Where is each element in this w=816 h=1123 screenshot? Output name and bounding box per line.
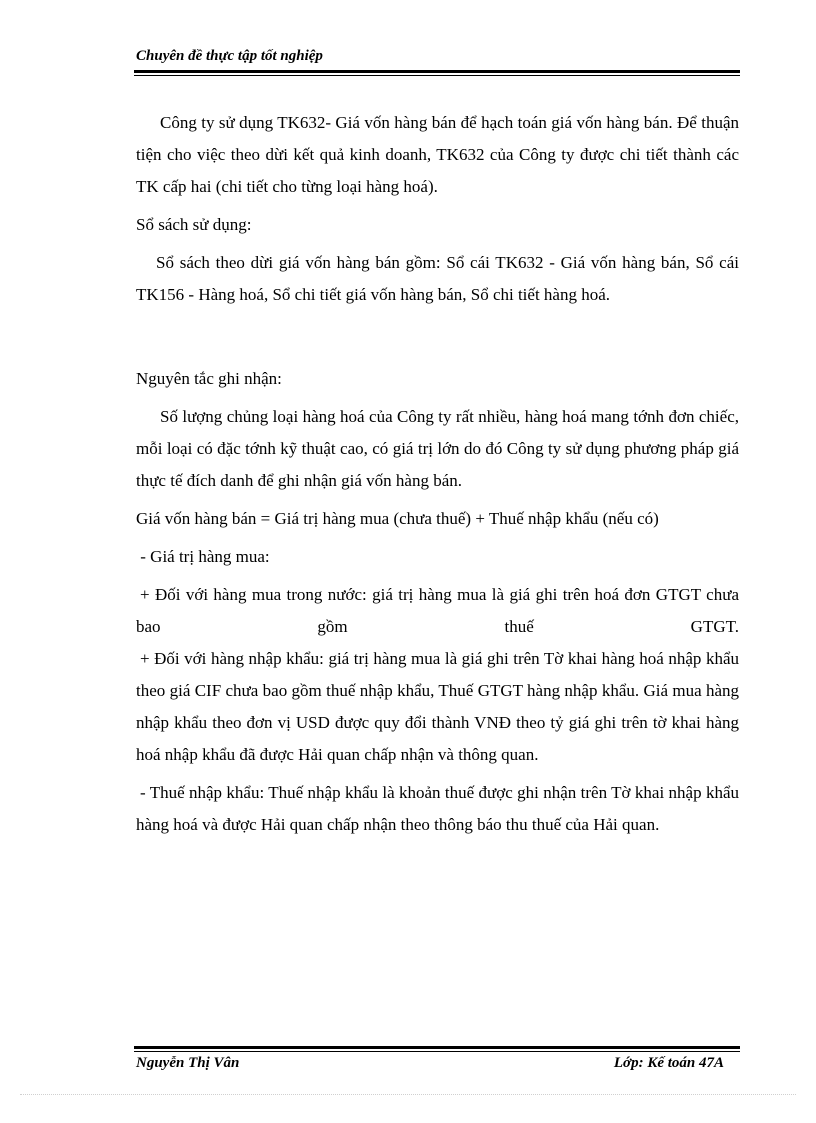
bullet-domestic-goods: + Đối với hàng mua trong nước: giá trị hàng mua là giá ghi trên hoá đơn GTGT chưa bao gồm thuế GTGT. xyxy=(136,585,739,636)
bullet-import-tax: - Thuế nhập khẩu: Thuế nhập khẩu là khoản thuế được ghi nhận trên Tờ khai nhập khẩu hàng hoá và được Hải quan chấp nhận theo thông báo thu thuế của Hải quan. xyxy=(136,783,739,834)
page-header-title: Chuyên đề thực tập tốt nghiệp xyxy=(136,48,323,64)
paragraph-cost-account: Công ty sử dụng TK632- Giá vốn hàng bán để hạch toán giá vốn hàng bán. Để thuận tiện cho việc theo dừi kết quả kinh doanh, TK632 của Công ty được chi tiết thành các TK cấp hai (chi tiết cho từng loại hàng hoá). xyxy=(136,113,739,196)
header-rule-thick xyxy=(134,70,740,73)
bullet-purchase-value: - Giá trị hàng mua: xyxy=(136,547,270,566)
paragraph-specific-identification: Số lượng chủng loại hàng hoá của Công ty rất nhiều, hàng hoá mang tớnh đơn chiếc, mỗi loại có đặc tớnh kỹ thuật cao, có giá trị lớn do đó Công ty sử dụng phương pháp giá thực tế đích danh để ghi nhận giá vốn hàng bán. xyxy=(136,407,739,490)
document-body xyxy=(136,107,739,841)
footer-rule-thick xyxy=(134,1046,740,1049)
bullet-imported-goods: + Đối với hàng nhập khẩu: giá trị hàng mua là giá ghi trên Tờ khai hàng hoá nhập khẩu theo giá CIF chưa bao gồm thuế nhập khẩu, Thuế GTGT hàng nhập khẩu. Giá mua hàng nhập khẩu theo đơn vị USD được quy đổi thành VNĐ theo tỷ giá ghi trên tờ khai hàng hoá nhập khẩu đã được Hải quan chấp nhận và thông quan. xyxy=(136,649,739,764)
paragraph-books-list: Sổ sách theo dừi giá vốn hàng bán gồm: Sổ cái TK632 - Giá vốn hàng bán, Sổ cái TK156 - Hàng hoá, Sổ chi tiết giá vốn hàng bán, Sổ chi tiết hàng hoá. xyxy=(136,253,739,304)
footer-rule-thin xyxy=(134,1051,740,1052)
page-bottom-border xyxy=(20,1094,796,1095)
header-rule-thin xyxy=(134,75,740,76)
heading-books-used: Sổ sách sử dụng: xyxy=(136,215,252,234)
footer-class: Lớp: Kế toán 47A xyxy=(613,1055,724,1071)
formula-cost-of-goods: Giá vốn hàng bán = Giá trị hàng mua (chưa thuế) + Thuế nhập khẩu (nếu có) xyxy=(136,509,659,528)
heading-recognition-principle: Nguyên tắc ghi nhận: xyxy=(136,369,282,388)
footer-author: Nguyễn Thị Vân xyxy=(136,1055,240,1071)
